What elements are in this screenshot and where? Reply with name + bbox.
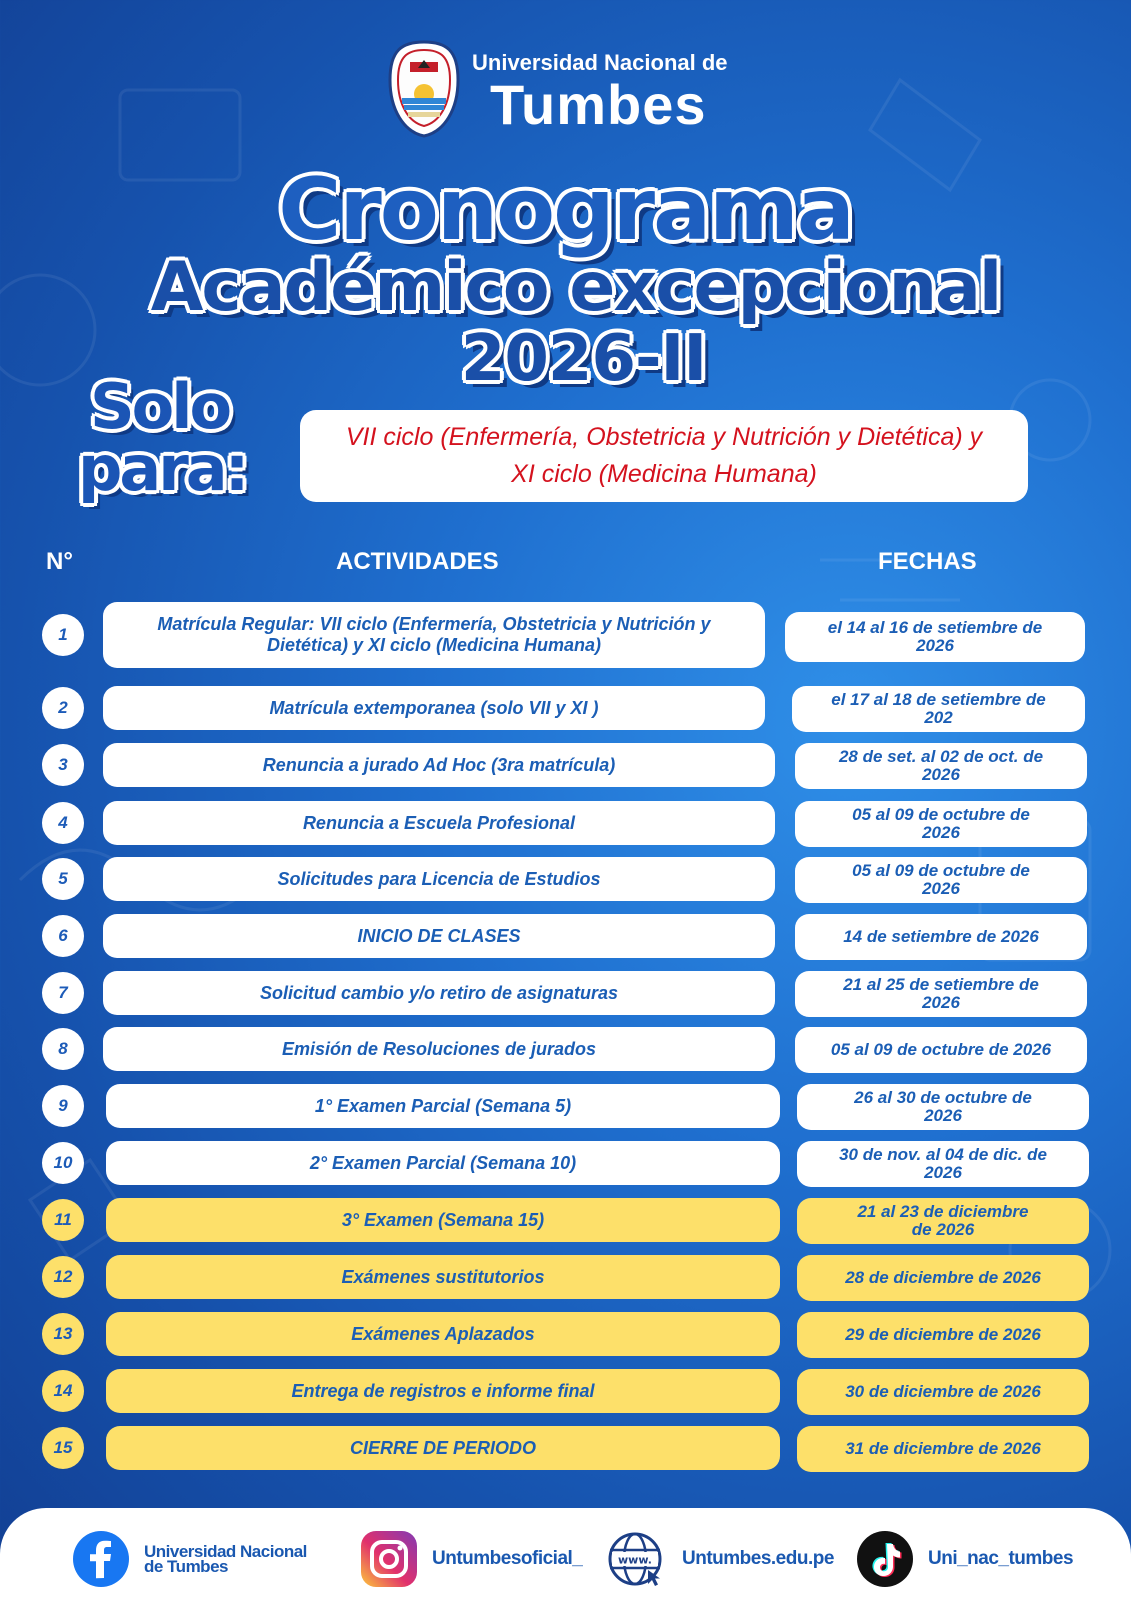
date-cell: 14 de setiembre de 2026 xyxy=(795,914,1087,960)
row-number: 12 xyxy=(42,1256,84,1298)
row-number: 4 xyxy=(42,802,84,844)
university-name-line1: Universidad Nacional de xyxy=(472,50,728,75)
instagram-icon xyxy=(360,1530,418,1588)
activity-cell: Exámenes sustitutorios xyxy=(106,1255,780,1299)
date-cell: 05 al 09 de octubre de 2026 xyxy=(795,1027,1087,1073)
title-line2: Académico excepcional xyxy=(150,248,1001,327)
activity-cell: Renuncia a jurado Ad Hoc (3ra matrícula) xyxy=(103,743,775,787)
date-cell: 28 de set. al 02 de oct. de 2026 xyxy=(795,743,1087,789)
column-header-number: N° xyxy=(46,548,73,575)
row-number: 7 xyxy=(42,972,84,1014)
website-label: Untumbes.edu.pe xyxy=(682,1548,834,1569)
column-header-dates: FECHAS xyxy=(878,548,977,575)
date-cell: 30 de nov. al 04 de dic. de 2026 xyxy=(797,1141,1089,1187)
title-line1: Cronograma xyxy=(278,160,853,260)
audience-label-line1: Solo xyxy=(90,370,230,443)
globe-icon xyxy=(606,1530,668,1588)
activity-cell: CIERRE DE PERIODO xyxy=(106,1426,780,1470)
facebook-icon xyxy=(72,1530,130,1588)
university-name-line2: Tumbes xyxy=(490,73,707,136)
activity-cell: Entrega de registros e informe final xyxy=(106,1369,780,1413)
audience-box xyxy=(300,410,1028,502)
website-link[interactable] xyxy=(606,1530,834,1588)
date-cell: 26 al 30 de octubre de 2026 xyxy=(797,1084,1089,1130)
activity-cell: Solicitud cambio y/o retiro de asignaturas xyxy=(103,971,775,1015)
audience-label-line2: para: xyxy=(78,432,247,505)
column-header-activities: ACTIVIDADES xyxy=(336,548,499,575)
row-number: 1 xyxy=(42,614,84,656)
date-cell: 21 al 25 de setiembre de 2026 xyxy=(795,971,1087,1017)
activity-cell: Emisión de Resoluciones de jurados xyxy=(103,1027,775,1071)
row-number: 10 xyxy=(42,1142,84,1184)
activity-cell: 1° Examen Parcial (Semana 5) xyxy=(106,1084,780,1128)
activity-cell: Renuncia a Escuela Profesional xyxy=(103,801,775,845)
row-number: 11 xyxy=(42,1199,84,1241)
tiktok-label: Uni_nac_tumbes xyxy=(928,1548,1074,1569)
activity-cell: Matrícula Regular: VII ciclo (Enfermería, Obstetricia y Nutrición y Dietética) y XI ciclo (Medicina Humana) xyxy=(103,602,765,668)
title-line3: 2026-II xyxy=(460,322,707,396)
instagram-label: Untumbesoficial_ xyxy=(432,1548,583,1569)
row-number: 3 xyxy=(42,744,84,786)
audience-text: VII ciclo (Enfermería, Obstetricia y Nutrición y Dietética) y XI ciclo (Medicina Humana) xyxy=(345,423,983,488)
activity-cell: 2° Examen Parcial (Semana 10) xyxy=(106,1141,780,1185)
activity-cell: 3° Examen (Semana 15) xyxy=(106,1198,780,1242)
date-cell: 28 de diciembre de 2026 xyxy=(797,1255,1089,1301)
row-number: 5 xyxy=(42,858,84,900)
date-cell: el 17 al 18 de setiembre de 202 xyxy=(792,686,1085,732)
row-number: 9 xyxy=(42,1085,84,1127)
row-number: 8 xyxy=(42,1028,84,1070)
activity-cell: INICIO DE CLASES xyxy=(103,914,775,958)
facebook-link[interactable] xyxy=(72,1530,324,1588)
activity-cell: Exámenes Aplazados xyxy=(106,1312,780,1356)
date-cell: 30 de diciembre de 2026 xyxy=(797,1369,1089,1415)
date-cell: 05 al 09 de octubre de 2026 xyxy=(795,801,1087,847)
row-number: 2 xyxy=(42,687,84,729)
date-cell: el 14 al 16 de setiembre de 2026 xyxy=(785,612,1085,662)
globe-www-text: www. xyxy=(618,1553,652,1567)
row-number: 14 xyxy=(42,1370,84,1412)
activity-cell: Solicitudes para Licencia de Estudios xyxy=(103,857,775,901)
row-number: 15 xyxy=(42,1427,84,1469)
date-cell: 31 de diciembre de 2026 xyxy=(797,1426,1089,1472)
date-cell: 29 de diciembre de 2026 xyxy=(797,1312,1089,1358)
tiktok-link[interactable] xyxy=(856,1530,1073,1588)
facebook-label: Universidad Nacional de Tumbes xyxy=(144,1542,307,1576)
activity-cell: Matrícula extemporanea (solo VII y XI ) xyxy=(103,686,765,730)
tiktok-icon xyxy=(856,1530,914,1588)
row-number: 6 xyxy=(42,915,84,957)
date-cell: 05 al 09 de octubre de 2026 xyxy=(795,857,1087,903)
row-number: 13 xyxy=(42,1313,84,1355)
date-cell: 21 al 23 de diciembre de 2026 xyxy=(797,1198,1089,1244)
university-logo xyxy=(388,40,460,138)
instagram-link[interactable] xyxy=(360,1530,582,1588)
